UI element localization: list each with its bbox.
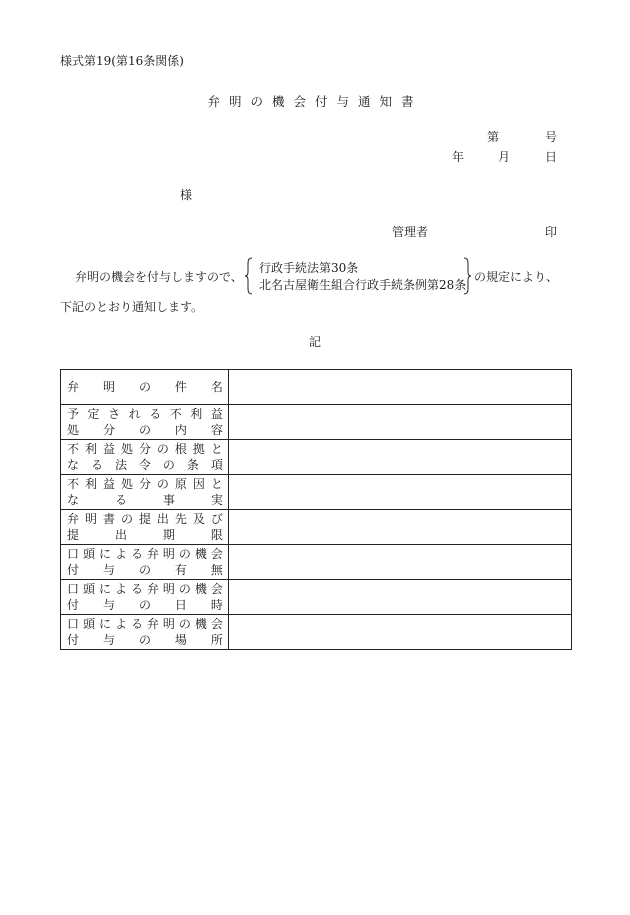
row-label-line: 弁 明 書 の 提 出 先 及 び	[67, 512, 223, 526]
table-row	[61, 615, 572, 650]
table-row	[61, 475, 572, 510]
row-value-cell[interactable]	[228, 615, 571, 650]
row-value-cell[interactable]	[228, 370, 571, 405]
row-label	[61, 615, 229, 650]
doc-number-prefix: 第	[487, 130, 500, 144]
table-row	[61, 580, 572, 615]
row-label-line: 弁 明 の 件 名	[67, 380, 223, 394]
table-row	[61, 440, 572, 475]
law-reference-2: 北名古屋衛生組合行政手続条例第28条	[259, 278, 467, 292]
row-label	[61, 545, 229, 580]
row-value-cell[interactable]	[228, 475, 571, 510]
row-label-line: 付 与 の 場 所	[67, 633, 223, 647]
seal-mark: 印	[545, 225, 558, 239]
row-label	[61, 475, 229, 510]
body-trail-text: の規定により、	[474, 270, 559, 284]
doc-number-suffix: 号	[545, 130, 558, 144]
row-label-line: 提 出 期 限	[67, 528, 223, 542]
body-lead-text: 弁明の機会を付与しますので、	[75, 270, 243, 284]
row-label-line: 不 利 益 処 分 の 原 因 と	[67, 477, 223, 491]
row-value-cell[interactable]	[228, 440, 571, 475]
row-value-cell[interactable]	[228, 580, 571, 615]
row-label-line: な る 事 実	[67, 493, 223, 507]
law-reference-1: 行政手続法第30条	[259, 261, 359, 275]
body-second-line: 下記のとおり通知します。	[60, 300, 204, 314]
table-row	[61, 405, 572, 440]
row-label-line: な る 法 令 の 条 項	[67, 458, 223, 472]
right-brace-icon	[462, 257, 472, 295]
table-row	[61, 545, 572, 580]
row-label-line: 付 与 の 有 無	[67, 563, 223, 577]
row-label	[61, 405, 229, 440]
row-value-cell[interactable]	[228, 545, 571, 580]
law-reference-group	[244, 257, 472, 295]
issuer-label: 管理者	[392, 225, 429, 239]
table-row	[61, 370, 572, 405]
row-label-line: 付 与 の 日 時	[67, 598, 223, 612]
left-brace-icon	[244, 257, 254, 295]
row-label-line: 処 分 の 内 容	[67, 423, 223, 437]
row-label-line: 口 頭 に よ る 弁 明 の 機 会	[67, 582, 223, 596]
row-value-cell[interactable]	[228, 510, 571, 545]
row-label	[61, 580, 229, 615]
row-label	[61, 370, 229, 405]
date-year: 年	[452, 150, 465, 164]
table-row	[61, 510, 572, 545]
detail-table	[60, 369, 572, 650]
form-number: 様式第19(第16条関係)	[60, 54, 184, 68]
row-label	[61, 440, 229, 475]
row-value-cell[interactable]	[228, 405, 571, 440]
row-label-line: 予 定 さ れ る 不 利 益	[67, 407, 223, 421]
addressee-suffix: 様	[180, 188, 193, 202]
row-label-line: 口 頭 に よ る 弁 明 の 機 会	[67, 617, 223, 631]
date-month: 月	[498, 150, 511, 164]
row-label	[61, 510, 229, 545]
document-title: 弁明の機会付与通知書	[207, 94, 423, 109]
ki-heading: 記	[308, 335, 321, 349]
row-label-line: 口 頭 に よ る 弁 明 の 機 会	[67, 547, 223, 561]
date-day: 日	[545, 150, 558, 164]
row-label-line: 不 利 益 処 分 の 根 拠 と	[67, 442, 223, 456]
